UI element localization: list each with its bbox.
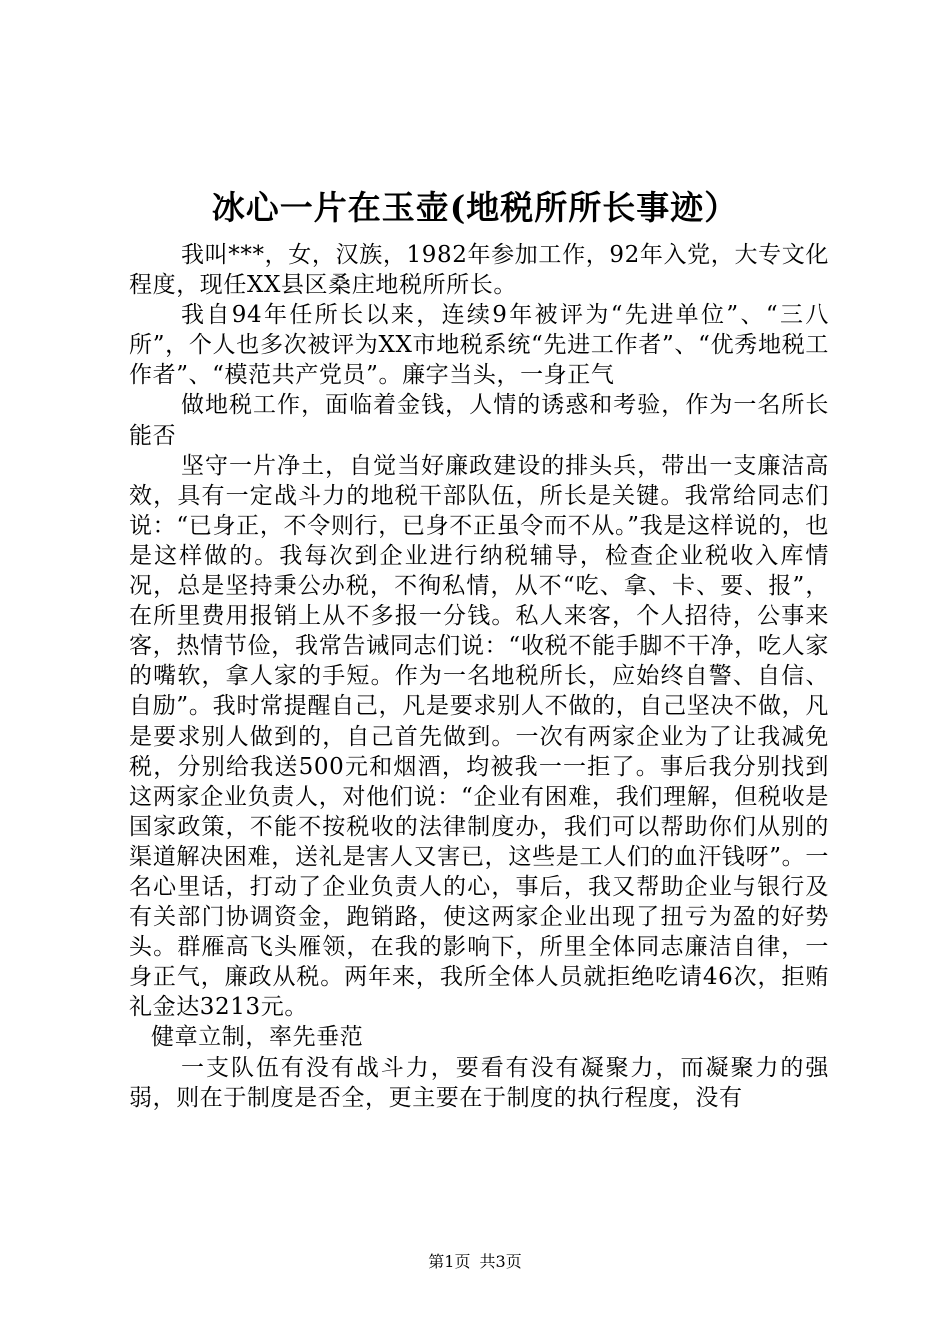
paragraph-integrity: 坚守一片净土，自觉当好廉政建设的排头兵，带出一支廉洁高效，具有一定战斗力的地税干部队伍，所长是关键。我常给同志们说：“已身正，不令则行，已身不正虽令而不从。”我是这样说的，也是这样做的。我每次到企业进行纳税辅导，检查企业税收入库情况，总是坚持秉公办税，不徇私情，从不“吃、拿、卡、要、报”，在所里费用报销上从不多报一分钱。私人来客，个人招待，公事来客，热情节俭，我常告诫同志们说：“收税不能手脚不干净，吃人家的嘴软，拿人家的手短。作为一名地税所长，应始终自警、自信、自励”。我时常提醒自己，凡是要求别人不做的，自己坚决不做，凡是要求别人做到的，自己首先做到。一次有两家企业为了让我减免税，分别给我送500元和烟酒，均被我一一拒了。事后我分别找到这两家企业负责人，对他们说：“企业有困难，我们理解，但税收是国家政策，不能不按税收的法律制度办，我们可以帮助你们从别的渠道解决困难，送礼是害人又害已，这些是工人们的血汗钱呀”。一名心里话，打动了企业负责人的心，事后，我又帮助企业与银行及有关部门协调资金，跑销路，使这两家企业出现了扭亏为盈的好势头。群雁高飞头雁领，在我的影响下，所里全体同志廉洁自律，一身正气，廉政从税。两年来，我所全体人员就拒绝吃请46次，拒贿礼金达3213元。: [129, 452, 829, 1021]
document-body: [129, 240, 829, 1113]
page-total: 共3页: [479, 1252, 522, 1271]
paragraph-temptation: 做地税工作，面临着金钱，人情的诱惑和考验，作为一名所长能否: [129, 392, 829, 449]
page-footer: [0, 1251, 950, 1273]
section-heading-rules: 健章立制，率先垂范: [151, 1024, 364, 1051]
paragraph-intro: 我叫***，女，汉族，1982年参加工作，92年入党，大专文化程度，现任XX县区桑庄地税所所长。: [129, 242, 829, 299]
paragraph-honors: 我自94年任所长以来，连续9年被评为“先进单位”、“三八所”，个人也多次被评为XX市地税系统“先进工作者”、“优秀地税工作者”、“模范共产党员”。廉字当头，一身正气: [129, 302, 829, 389]
paragraph-team: 一支队伍有没有战斗力，要看有没有凝聚力，而凝聚力的强弱，则在于制度是否全，更主要在于制度的执行程度，没有: [129, 1054, 829, 1111]
page-number: 第1页: [428, 1252, 471, 1271]
document-title: 冰心一片在玉壶(地税所所长事迹）: [211, 188, 739, 227]
